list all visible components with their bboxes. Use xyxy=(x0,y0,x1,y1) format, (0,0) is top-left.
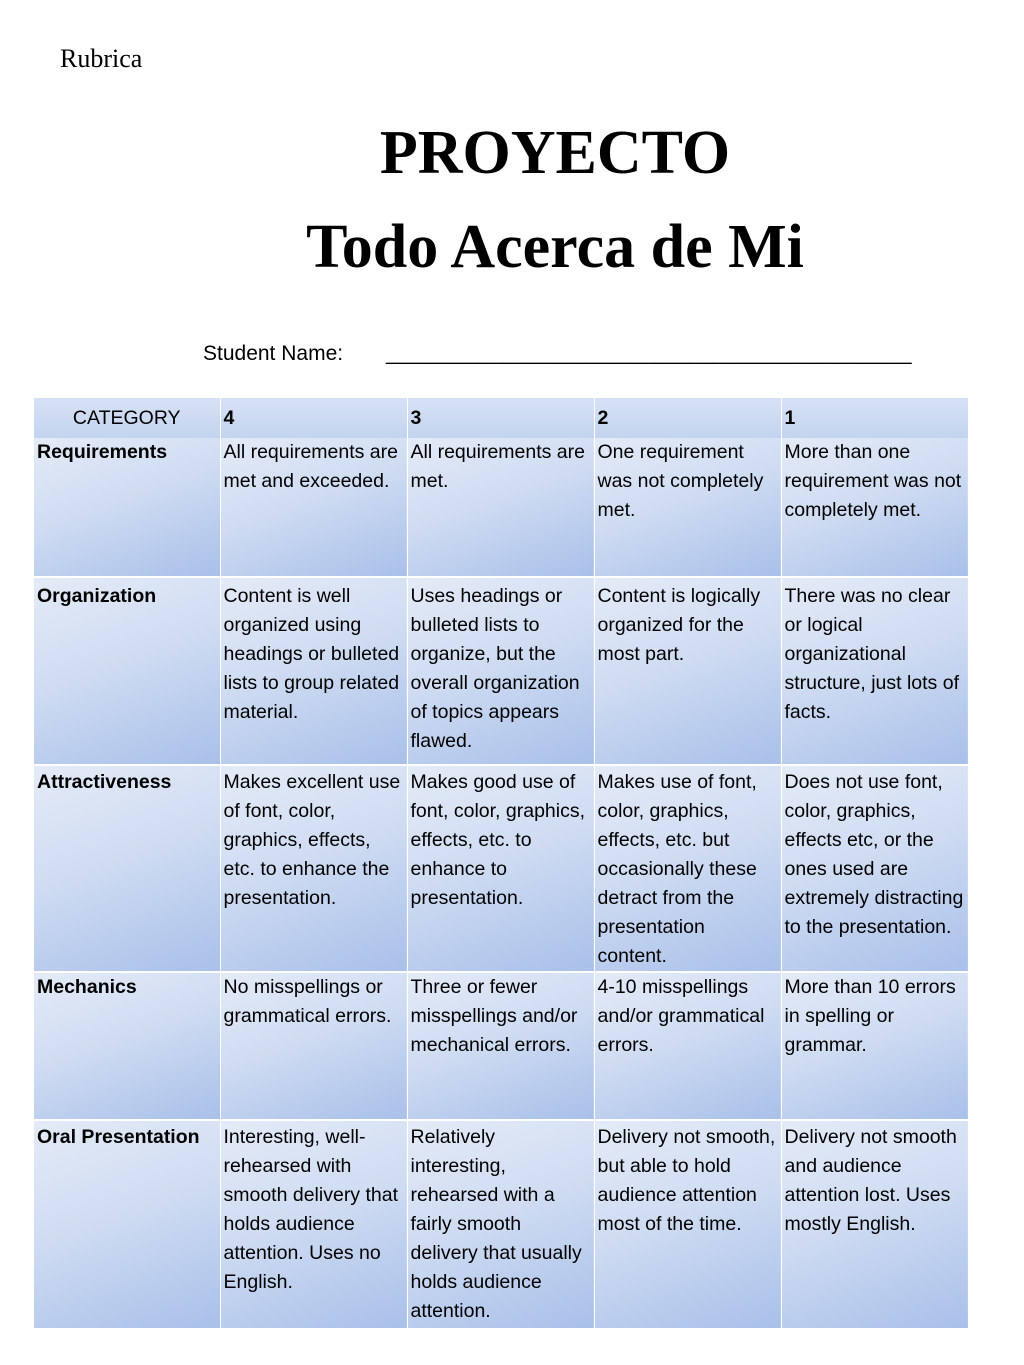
table-cell: Content is logically organized for the most part. xyxy=(594,577,781,765)
row-category: Oral Presentation xyxy=(34,1120,220,1329)
table-row xyxy=(34,438,968,577)
header-score-3: 3 xyxy=(407,398,594,438)
row-category: Organization xyxy=(34,577,220,765)
table-cell: One requirement was not completely met. xyxy=(594,438,781,577)
table-cell: Delivery not smooth and audience attention lost. Uses mostly English. xyxy=(781,1120,968,1329)
student-name-line[interactable]: _____________________________________________ xyxy=(386,342,912,365)
table-cell: Makes good use of font, color, graphics, effects, etc. to enhance to presentation. xyxy=(407,765,594,972)
table-cell: Three or fewer misspellings and/or mechanical errors. xyxy=(407,972,594,1120)
table-cell: All requirements are met. xyxy=(407,438,594,577)
table-cell: Relatively interesting, rehearsed with a fairly smooth delivery that usually holds audience attention. xyxy=(407,1120,594,1329)
page-subtitle: Todo Acerca de Mi xyxy=(306,213,804,281)
row-category: Mechanics xyxy=(34,972,220,1120)
table-cell: There was no clear or logical organizational structure, just lots of facts. xyxy=(781,577,968,765)
rubric-table xyxy=(34,398,969,1330)
table-cell: Interesting, well-rehearsed with smooth delivery that holds audience attention. Uses no English. xyxy=(220,1120,407,1329)
table-cell: No misspellings or grammatical errors. xyxy=(220,972,407,1120)
row-category: Requirements xyxy=(34,438,220,577)
page-title: PROYECTO xyxy=(379,119,731,187)
header-label: Rubrica xyxy=(60,44,143,73)
table-cell: Does not use font, color, graphics, effects etc, or the ones used are extremely distracting to the presentation. xyxy=(781,765,968,972)
table-cell: Uses headings or bulleted lists to organize, but the overall organization of topics appears flawed. xyxy=(407,577,594,765)
table-cell: 4-10 misspellings and/or grammatical errors. xyxy=(594,972,781,1120)
table-row xyxy=(34,577,968,765)
table-cell: All requirements are met and exceeded. xyxy=(220,438,407,577)
header-score-1: 1 xyxy=(781,398,968,438)
header-score-2: 2 xyxy=(594,398,781,438)
header-category: CATEGORY xyxy=(34,398,220,438)
table-cell: More than one requirement was not completely met. xyxy=(781,438,968,577)
table-cell: Content is well organized using headings or bulleted lists to group related material. xyxy=(220,577,407,765)
table-cell: Delivery not smooth, but able to hold audience attention most of the time. xyxy=(594,1120,781,1329)
header-score-4: 4 xyxy=(220,398,407,438)
table-row xyxy=(34,972,968,1120)
table-cell: More than 10 errors in spelling or grammar. xyxy=(781,972,968,1120)
row-category: Attractiveness xyxy=(34,765,220,972)
table-row xyxy=(34,765,968,972)
student-name-label: Student Name: xyxy=(203,342,344,365)
header-row xyxy=(34,398,968,438)
table-cell: Makes use of font, color, graphics, effects, etc. but occasionally these detract from the presentation content. xyxy=(594,765,781,972)
table-cell: Makes excellent use of font, color, graphics, effects, etc. to enhance the presentation. xyxy=(220,765,407,972)
table-row xyxy=(34,1120,968,1329)
